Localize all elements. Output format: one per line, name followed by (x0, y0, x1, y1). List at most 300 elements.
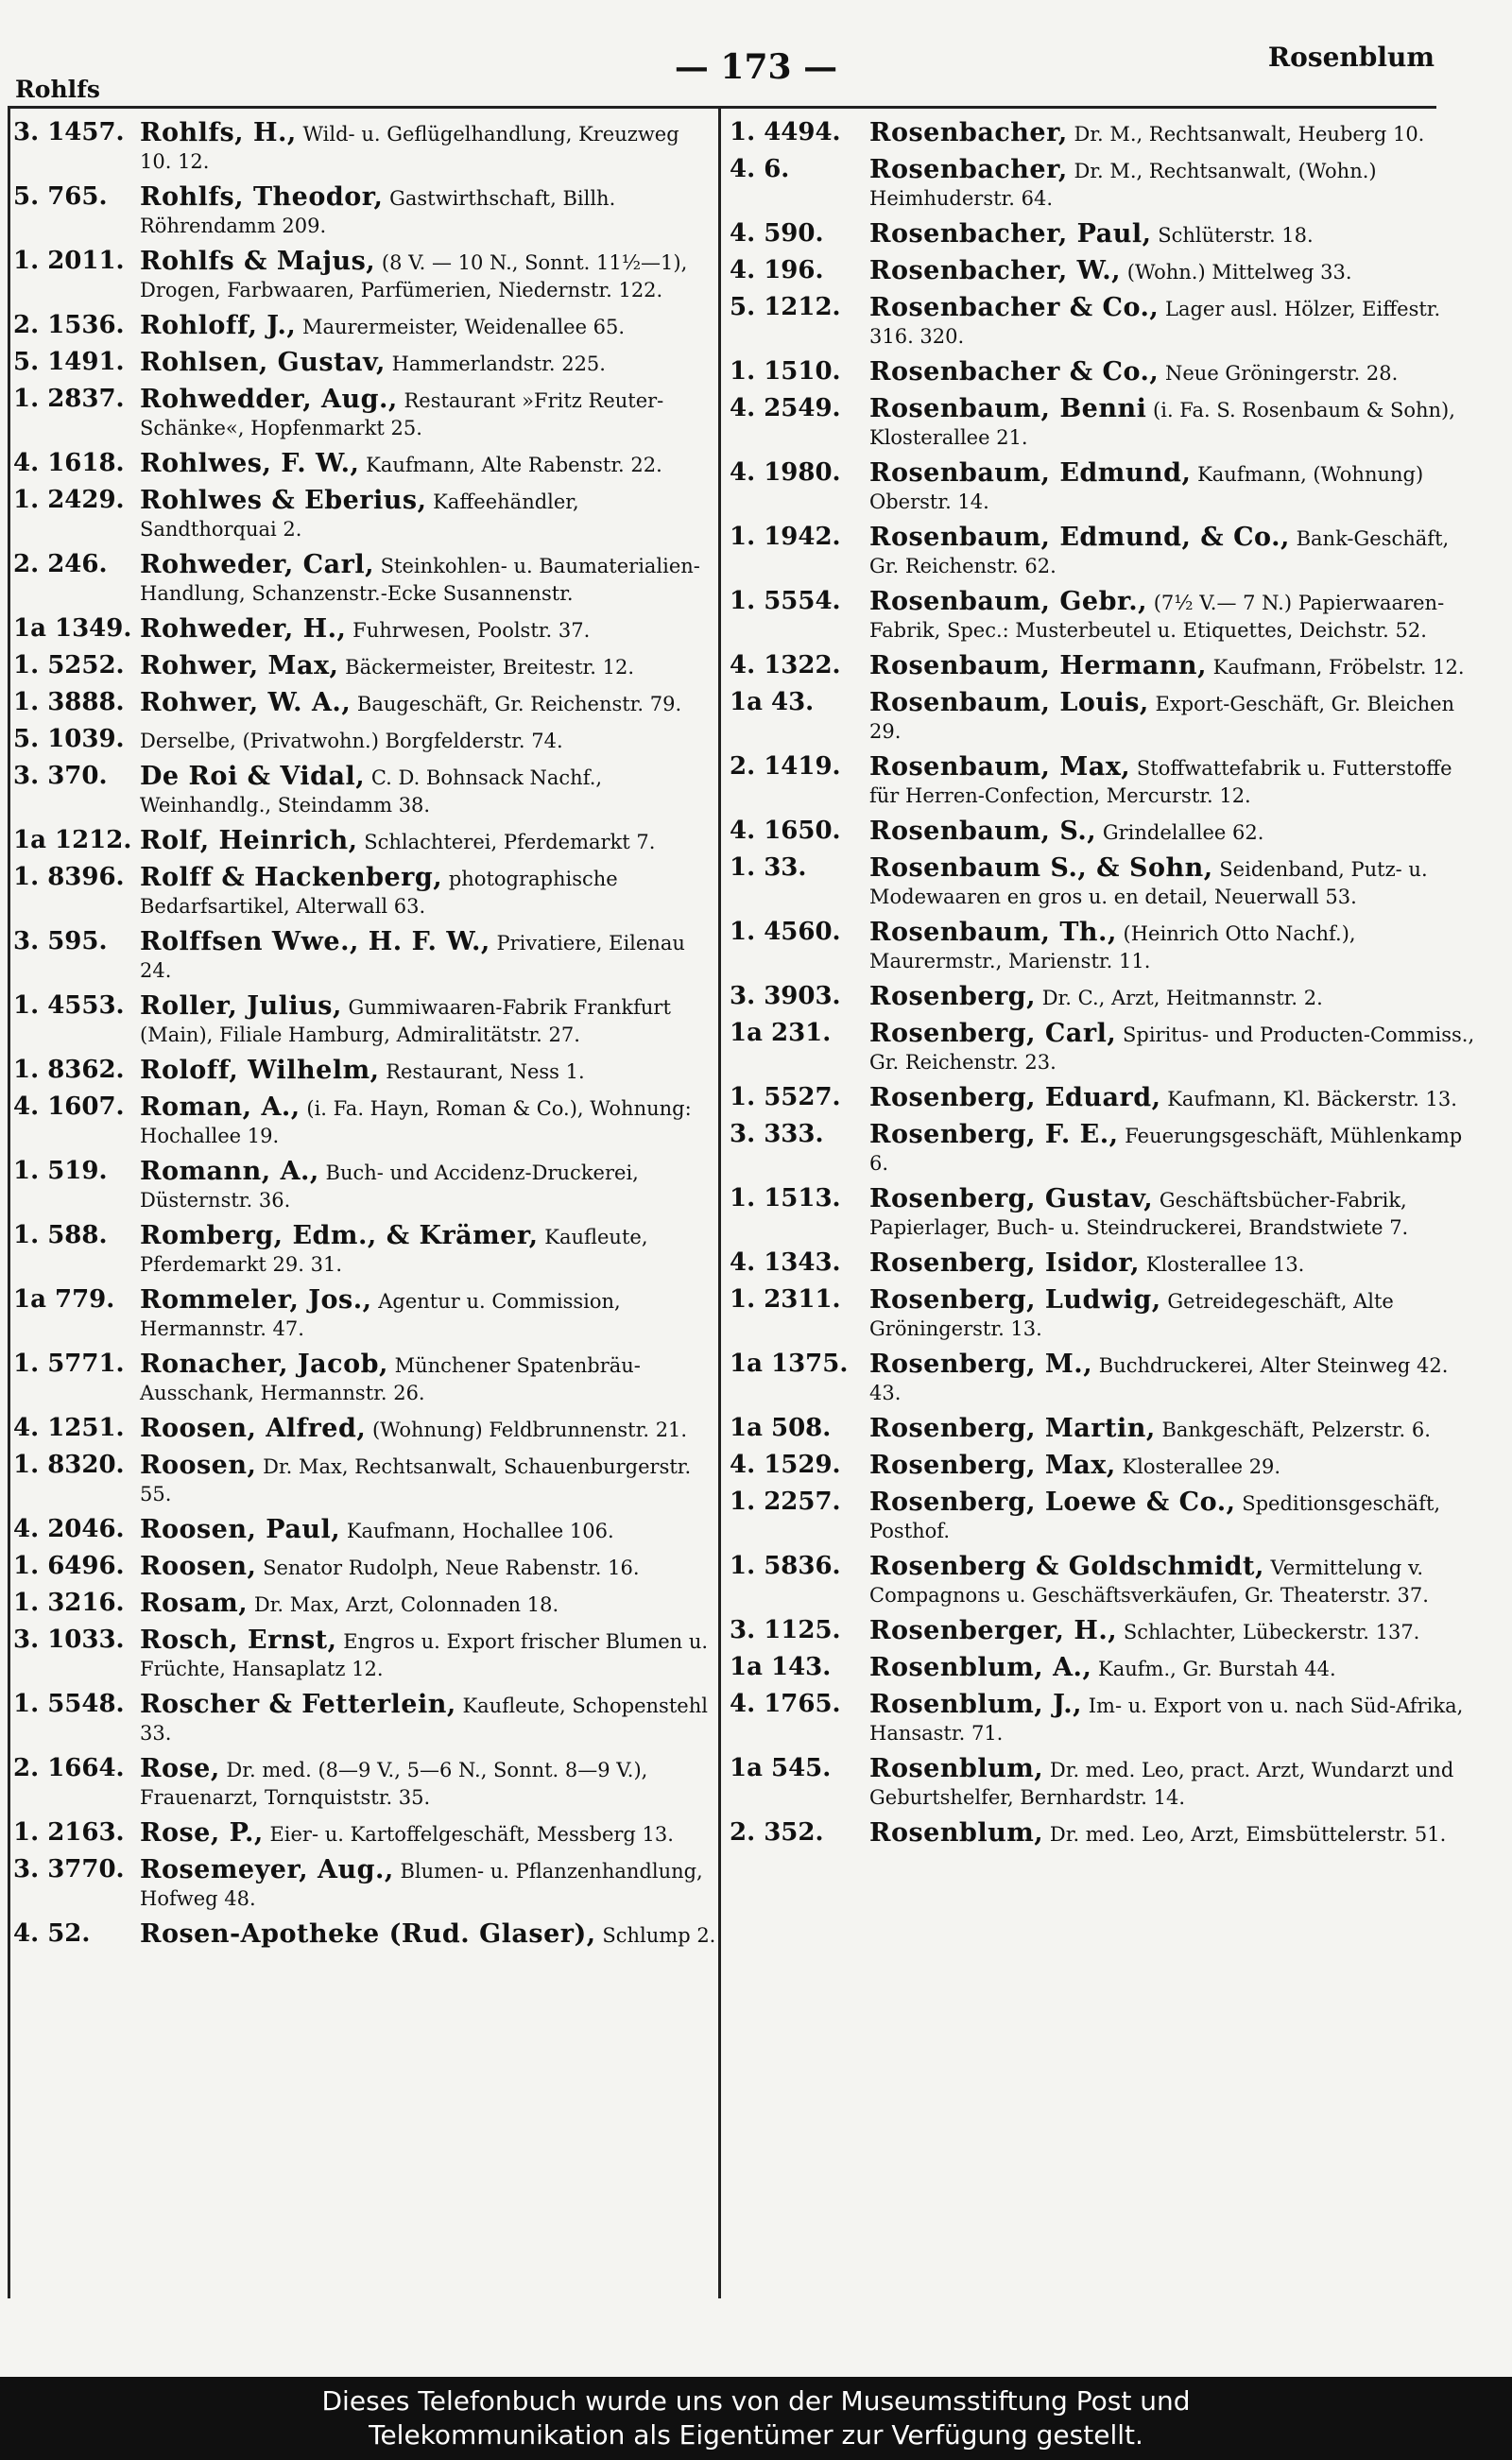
subscriber-details: Hammerlandstr. 225. (391, 353, 606, 375)
entry-text (869, 156, 1484, 213)
entry-text (869, 1452, 1484, 1481)
subscriber-name: Rosen-Apotheke (Rud. Glaser), (140, 1919, 596, 1949)
subscriber-name: Rosenberg, (869, 982, 1037, 1011)
entry-text (869, 257, 1484, 286)
entry-text (140, 1590, 716, 1619)
directory-entry (730, 1691, 1484, 1747)
subscriber-name: Roosen, (140, 1451, 257, 1480)
entry-text (869, 588, 1484, 645)
entry-text (140, 1093, 716, 1150)
directory-entry (13, 615, 716, 645)
entry-text (869, 358, 1484, 387)
subscriber-name: Rohwer, W. A., (140, 688, 352, 717)
subscriber-name: Rolffsen Wwe., H. F. W., (140, 927, 490, 956)
subscriber-name: Rosch, Ernst, (140, 1626, 337, 1655)
entry-text (140, 487, 716, 543)
entry-text (869, 294, 1484, 351)
subscriber-name: Rosenbacher & Co., (869, 293, 1160, 322)
subscriber-name: Rosenberg, Gustav, (869, 1184, 1154, 1213)
phone-number: 3. 3903. (730, 983, 841, 1010)
entry-text (140, 386, 716, 442)
subscriber-details: Kaufmann, Alte Rabenstr. 22. (366, 454, 662, 476)
subscriber-details: Steinkohlen- u. Baumaterialien-Handlung, Schanzenstr.-Ecke Susannenstr. (140, 555, 700, 605)
entry-text (869, 1654, 1484, 1683)
entry-text (140, 1755, 716, 1812)
subscriber-details: Kaffeehändler, Sandthorquai 2. (140, 490, 579, 541)
subscriber-name: Rohlsen, Gustav, (140, 348, 386, 377)
subscriber-name: Rosenbaum, Edmund, & Co., (869, 523, 1290, 552)
directory-entry (13, 551, 716, 608)
entry-text (869, 817, 1484, 847)
directory-entry (13, 312, 716, 341)
phone-number: 1. 8396. (13, 864, 125, 891)
subscriber-name: De Roi & Vidal, (140, 762, 366, 791)
entry-text (140, 1350, 716, 1407)
subscriber-name: Rosenbaum, S., (869, 817, 1097, 846)
phone-number: 3. 3770. (13, 1856, 125, 1884)
phone-number: 4. 1980. (730, 459, 841, 487)
entry-text (140, 726, 716, 755)
directory-entry (13, 248, 716, 304)
subscriber-name: Rosenblum, (869, 1818, 1044, 1848)
directory-entry (13, 1590, 716, 1619)
phone-number: 3. 1125. (730, 1617, 841, 1644)
subscriber-details: Getreidegeschäft, Alte Gröningerstr. 13. (869, 1290, 1394, 1340)
subscriber-details: Blumen- u. Pflanzenhandlung, Hofweg 48. (140, 1860, 703, 1910)
phone-number: 5. 1212. (730, 294, 841, 321)
subscriber-name: Rosenbacher & Co., (869, 357, 1160, 387)
entry-text (140, 1286, 716, 1343)
subscriber-name: Rommeler, Jos., (140, 1285, 372, 1315)
phone-number: 1. 588. (13, 1222, 108, 1249)
entry-text (140, 689, 716, 718)
directory-entry (730, 156, 1484, 213)
subscriber-name: Rosenbaum, Edmund, (869, 458, 1192, 488)
directory-entry (730, 1755, 1484, 1812)
subscriber-details: Agentur u. Commission, Hermannstr. 47. (140, 1290, 621, 1340)
subscriber-details: (i. Fa. Hayn, Roman & Co.), Wohnung: Hochallee 19. (140, 1097, 692, 1147)
phone-number: 1. 2011. (13, 248, 125, 275)
header-left-keyword: Rohlfs (15, 76, 100, 103)
entry-text (869, 1617, 1484, 1646)
entry-text (140, 1920, 716, 1950)
subscriber-name: Rosenberg & Goldschmidt, (869, 1552, 1264, 1581)
phone-number: 4. 1343. (730, 1249, 841, 1277)
subscriber-name: Rosenberg, Ludwig, (869, 1285, 1161, 1315)
phone-number: 5. 1491. (13, 349, 125, 376)
phone-number: 1. 3216. (13, 1590, 125, 1617)
entry-text (140, 1452, 716, 1508)
directory-entry (730, 1488, 1484, 1545)
directory-entry (730, 294, 1484, 351)
footer-credit (0, 2377, 1512, 2460)
entry-text (869, 1286, 1484, 1343)
phone-number: 3. 1033. (13, 1626, 125, 1654)
subscriber-name: Rohweder, Carl, (140, 550, 374, 579)
subscriber-name: Romberg, Edm., & Krämer, (140, 1221, 539, 1250)
directory-entry (13, 349, 716, 378)
subscriber-details: Kaufm., Gr. Burstah 44. (1098, 1658, 1336, 1680)
phone-number: 1a 1375. (730, 1350, 849, 1378)
directory-entry (13, 1158, 716, 1214)
phone-number: 3. 1457. (13, 119, 125, 146)
subscriber-name: Rosenberg, Martin, (869, 1414, 1156, 1443)
subscriber-details: Vermittelung v. Compagnons u. Geschäftsverkäufen, Gr. Theaterstr. 37. (869, 1557, 1429, 1607)
phone-number: 1a 1212. (13, 827, 132, 854)
phone-number: 1. 5554. (730, 588, 841, 615)
subscriber-details: Kaufleute, Schopenstehl 33. (140, 1694, 708, 1745)
phone-number: 3. 333. (730, 1121, 824, 1148)
directory-entry (730, 524, 1484, 580)
directory-entry (13, 763, 716, 819)
phone-number: 1. 4494. (730, 119, 841, 146)
entry-text (869, 1121, 1484, 1178)
entry-text (140, 349, 716, 378)
subscriber-details: Bank-Geschäft, Gr. Reichenstr. 62. (869, 527, 1450, 577)
phone-number: 1. 8320. (13, 1452, 125, 1479)
subscriber-details: Bankgeschäft, Pelzerstr. 6. (1161, 1419, 1431, 1441)
phone-number: 1a 779. (13, 1286, 115, 1314)
directory-entry (730, 1249, 1484, 1279)
phone-number: 4. 1322. (730, 652, 841, 680)
entry-text (140, 1626, 716, 1683)
subscriber-name: Rose, P., (140, 1818, 264, 1848)
entry-text (140, 119, 716, 176)
subscriber-name: Rohwedder, Aug., (140, 385, 398, 414)
phone-number: 5. 1039. (13, 726, 125, 753)
directory-entry (13, 827, 716, 856)
subscriber-details: Kaufleute, Pferdemarkt 29. 31. (140, 1226, 648, 1276)
phone-number: 4. 2046. (13, 1516, 125, 1543)
entry-text (869, 1020, 1484, 1076)
directory-entry (730, 1020, 1484, 1076)
directory-entry (13, 864, 716, 920)
directory-entry (13, 487, 716, 543)
subscriber-details: Stoffwattefabrik u. Futterstoffe für Herren-Confection, Mercurstr. 12. (869, 757, 1452, 807)
subscriber-details: (8 V. — 10 N., Sonnt. 11½—1), Drogen, Farbwaaren, Parfümerien, Niedernstr. 122. (140, 251, 688, 301)
subscriber-details: Speditionsgeschäft, Posthof. (869, 1492, 1441, 1542)
phone-number: 1a 231. (730, 1020, 832, 1047)
directory-entry (730, 1617, 1484, 1646)
entry-text (140, 1516, 716, 1545)
directory-entry (730, 1084, 1484, 1113)
directory-entry (730, 257, 1484, 286)
subscriber-name: Rosenbaum, Gebr., (869, 587, 1147, 616)
subscriber-details: Dr. C., Arzt, Heitmannstr. 2. (1041, 987, 1323, 1009)
subscriber-name: Roman, A., (140, 1092, 301, 1122)
phone-number: 1a 545. (730, 1755, 832, 1782)
subscriber-details: Kaufmann, Kl. Bäckerstr. 13. (1167, 1088, 1457, 1110)
subscriber-details: Engros u. Export frischer Blumen u. Früchte, Hansaplatz 12. (140, 1630, 709, 1680)
directory-entry (730, 1350, 1484, 1407)
subscriber-details: Export-Geschäft, Gr. Bleichen 29. (869, 693, 1455, 743)
entry-text (140, 763, 716, 819)
subscriber-name: Rohlwes, F. W., (140, 449, 360, 478)
subscriber-details: Schlump 2. (602, 1924, 716, 1947)
subscriber-details: Dr. med. (8—9 V., 5—6 N., Sonnt. 8—9 V.), Frauenarzt, Tornquiststr. 35. (140, 1759, 648, 1809)
subscriber-name: Roosen, Alfred, (140, 1414, 367, 1443)
subscriber-details: Münchener Spatenbräu-Ausschank, Hermannstr. 26. (140, 1354, 641, 1404)
subscriber-details: Privatiere, Eilenau 24. (140, 932, 685, 982)
entry-text (140, 248, 716, 304)
directory-entry (730, 1185, 1484, 1242)
subscriber-details: Senator Rudolph, Neue Rabenstr. 16. (263, 1557, 640, 1579)
entry-text (140, 652, 716, 681)
entry-text (140, 1158, 716, 1214)
subscriber-details: Dr. Max, Rechtsanwalt, Schauenburgerstr. 55. (140, 1455, 692, 1505)
directory-entry (13, 450, 716, 479)
phone-number: 1. 3888. (13, 689, 125, 716)
subscriber-name: Rolf, Heinrich, (140, 826, 358, 855)
entry-text (869, 753, 1484, 810)
subscriber-name: Rosenberger, H., (869, 1616, 1118, 1645)
subscriber-details: Kaufmann, Hochallee 106. (346, 1520, 614, 1542)
directory-entry (730, 588, 1484, 645)
entry-text (869, 1553, 1484, 1609)
directory-entry (13, 1819, 716, 1849)
directory-entry (13, 386, 716, 442)
subscriber-name: Rosenblum, A., (869, 1653, 1092, 1682)
phone-number: 1. 2429. (13, 487, 125, 514)
directory-entry (730, 652, 1484, 681)
directory-entry (13, 652, 716, 681)
entry-text (869, 1755, 1484, 1812)
subscriber-details: Eier- u. Kartoffelgeschäft, Messberg 13. (269, 1823, 674, 1846)
subscriber-name: Rohlfs, Theodor, (140, 182, 384, 212)
column-divider (718, 106, 721, 2298)
phone-number: 2. 246. (13, 551, 108, 578)
subscriber-details: (7½ V.— 7 N.) Papierwaaren-Fabrik, Spec.: Musterbeutel u. Etiquettes, Deichstr. 52. (869, 592, 1445, 642)
subscriber-details: Schlachterei, Pferdemarkt 7. (364, 831, 656, 853)
entry-text (869, 1488, 1484, 1545)
entry-text (140, 1856, 716, 1913)
subscriber-details: Restaurant, Ness 1. (386, 1060, 585, 1083)
entry-text (140, 183, 716, 240)
directory-entry (730, 1286, 1484, 1343)
phone-number: 4. 1765. (730, 1691, 841, 1718)
directory-entry (730, 983, 1484, 1012)
phone-number: 4. 1529. (730, 1452, 841, 1479)
subscriber-details: (i. Fa. S. Rosenbaum & Sohn), Klosterallee 21. (869, 399, 1455, 449)
directory-entry (13, 1856, 716, 1913)
subscriber-details: Klosterallee 13. (1145, 1253, 1305, 1276)
phone-number: 1. 5548. (13, 1691, 125, 1718)
header-right-keyword: Rosenblum (1267, 42, 1435, 73)
subscriber-details: Dr. med. Leo, pract. Arzt, Wundarzt und Geburtshelfer, Bernhardstr. 14. (869, 1759, 1454, 1809)
subscriber-details: Schlüterstr. 18. (1158, 224, 1314, 247)
phone-number: 1a 43. (730, 689, 815, 716)
phone-number: 4. 590. (730, 220, 824, 248)
directory-entry (730, 1819, 1484, 1849)
footer-line-1: Dieses Telefonbuch wurde uns von der Museumsstiftung Post und (321, 2385, 1191, 2417)
subscriber-name: Rohweder, H., (140, 614, 347, 644)
subscriber-details: (Wohnung) Feldbrunnenstr. 21. (371, 1419, 688, 1441)
directory-entry (13, 726, 716, 755)
entry-text (140, 1415, 716, 1444)
phone-number: 4. 1618. (13, 450, 125, 477)
phone-number: 1. 2837. (13, 386, 125, 413)
header-rule (9, 106, 1436, 109)
entry-text (869, 220, 1484, 249)
subscriber-name: Rosenberg, Carl, (869, 1019, 1117, 1048)
entry-text (869, 1691, 1484, 1747)
subscriber-name: Roloff, Wilhelm, (140, 1056, 380, 1085)
directory-entry (13, 928, 716, 985)
subscriber-details: Dr. M., Rechtsanwalt, (Wohn.) Heimhuderstr. 64. (869, 160, 1377, 210)
directory-entry (730, 1553, 1484, 1609)
subscriber-name: Rosenblum, (869, 1754, 1044, 1783)
subscriber-name: Roscher & Fetterlein, (140, 1690, 456, 1719)
subscriber-details: photographische Bedarfsartikel, Alterwall 63. (140, 868, 618, 918)
subscriber-details: Kaufmann, Fröbelstr. 12. (1212, 656, 1465, 679)
phone-number: 1. 5836. (730, 1553, 841, 1580)
directory-entry (730, 753, 1484, 810)
entry-text (140, 1819, 716, 1849)
phone-number: 2. 1419. (730, 753, 841, 781)
phone-number: 3. 370. (13, 763, 108, 790)
entry-text (140, 312, 716, 341)
directory-entry (730, 919, 1484, 975)
subscriber-details: Derselbe, (Privatwohn.) Borgfelderstr. 74. (140, 730, 563, 752)
directory-entry (730, 358, 1484, 387)
entry-text (869, 1185, 1484, 1242)
directory-entry (730, 459, 1484, 516)
subscriber-details: Kaufmann, (Wohnung) Oberstr. 14. (869, 463, 1424, 513)
entry-text (140, 928, 716, 985)
subscriber-details: Buchdruckerei, Alter Steinweg 42. 43. (869, 1354, 1449, 1404)
directory-entry (13, 1350, 716, 1407)
subscriber-details: Baugeschäft, Gr. Reichenstr. 79. (356, 693, 682, 715)
phone-number: 1. 5527. (730, 1084, 841, 1111)
phone-number: 4. 1251. (13, 1415, 125, 1442)
directory-entry (13, 1057, 716, 1086)
subscriber-details: Buch- und Accidenz-Druckerei, Düsternstr. 36. (140, 1161, 639, 1212)
entry-text (869, 119, 1484, 148)
phone-number: 1. 6496. (13, 1553, 125, 1580)
phone-number: 4. 196. (730, 257, 824, 284)
phone-number: 1. 5771. (13, 1350, 125, 1378)
subscriber-name: Rosenbaum, Hermann, (869, 651, 1207, 680)
phone-number: 4. 52. (13, 1920, 91, 1948)
subscriber-name: Rolff & Hackenberg, (140, 863, 443, 892)
directory-entry (13, 992, 716, 1049)
directory-entry (13, 1691, 716, 1747)
subscriber-name: Rosenbaum, Louis, (869, 688, 1149, 717)
phone-number: 1. 5252. (13, 652, 125, 680)
subscriber-details: Seidenband, Putz- u. Modewaaren en gros u. en detail, Neuerwall 53. (869, 858, 1428, 908)
subscriber-name: Rosam, (140, 1589, 249, 1618)
entry-text (869, 854, 1484, 911)
subscriber-name: Rohlfs, H., (140, 118, 297, 147)
subscriber-name: Rosenbaum, Max, (869, 752, 1131, 782)
subscriber-details: Grindelallee 62. (1102, 821, 1264, 844)
subscriber-name: Romann, A., (140, 1157, 319, 1186)
subscriber-details: Dr. Max, Arzt, Colonnaden 18. (253, 1593, 559, 1616)
subscriber-details: C. D. Bohnsack Nachf., Weinhandlg., Steindamm 38. (140, 766, 603, 817)
entry-text (140, 551, 716, 608)
phone-number: 3. 595. (13, 928, 108, 955)
subscriber-details: Spiritus- und Producten-Commiss., Gr. Reichenstr. 23. (869, 1024, 1475, 1074)
directory-entry (730, 220, 1484, 249)
phone-number: 1. 8362. (13, 1057, 125, 1084)
subscriber-details: Schlachter, Lübeckerstr. 137. (1123, 1621, 1420, 1643)
subscriber-name: Rosenbaum S., & Sohn, (869, 853, 1213, 883)
subscriber-name: Rohlfs & Majus, (140, 247, 376, 276)
subscriber-details: Feuerungsgeschäft, Mühlenkamp 6. (869, 1125, 1463, 1175)
directory-entry (730, 689, 1484, 746)
entry-text (869, 919, 1484, 975)
subscriber-details: Geschäftsbücher-Fabrik, Papierlager, Buch- u. Steindruckerei, Brandstwiete 7. (869, 1189, 1409, 1239)
subscriber-name: Rosenbacher, (869, 118, 1068, 147)
phone-number: 1. 1942. (730, 524, 841, 551)
subscriber-details: Maurermeister, Weidenallee 65. (301, 316, 626, 338)
subscriber-name: Rosenberg, Loewe & Co., (869, 1488, 1236, 1517)
entry-text (140, 450, 716, 479)
subscriber-name: Rosenberg, Max, (869, 1451, 1116, 1480)
phone-number: 1. 4553. (13, 992, 125, 1020)
entry-text (140, 615, 716, 645)
directory-entry (13, 1286, 716, 1343)
directory-entry (730, 1452, 1484, 1481)
subscriber-name: Rohloff, J., (140, 311, 297, 340)
footer-line-2: Telekommunikation als Eigentümer zur Verfügung gestellt. (369, 2419, 1143, 2451)
subscriber-name: Rosenbaum, Th., (869, 918, 1117, 947)
entry-text (869, 652, 1484, 681)
subscriber-name: Rosenberg, Isidor, (869, 1248, 1141, 1278)
subscriber-details: Lager ausl. Hölzer, Eiffestr. 316. 320. (869, 298, 1441, 348)
subscriber-name: Rosenbacher, W., (869, 256, 1122, 285)
phone-number: 1. 4560. (730, 919, 841, 946)
directory-entry (13, 1452, 716, 1508)
phone-number: 4. 1607. (13, 1093, 125, 1121)
subscriber-name: Rosenberg, Eduard, (869, 1083, 1161, 1112)
subscriber-details: Restaurant »Fritz Reuter-Schänke«, Hopfenmarkt 25. (140, 389, 664, 439)
subscriber-details: Dr. med. Leo, Arzt, Eimsbüttelerstr. 51. (1049, 1823, 1447, 1846)
subscriber-details: Gastwirthschaft, Billh. Röhrendamm 209. (140, 187, 616, 237)
directory-entry (13, 1920, 716, 1950)
left-column (13, 119, 716, 2302)
entry-text (140, 1553, 716, 1582)
directory-entry (13, 1553, 716, 1582)
phone-number: 4. 6. (730, 156, 790, 183)
directory-entry (13, 1093, 716, 1150)
subscriber-details: Neue Gröningerstr. 28. (1165, 362, 1399, 385)
directory-entry (13, 1415, 716, 1444)
subscriber-details: Klosterallee 29. (1122, 1455, 1281, 1478)
phone-number: 2. 1664. (13, 1755, 125, 1782)
directory-entry (13, 183, 716, 240)
subscriber-name: Rose, (140, 1754, 220, 1783)
entry-text (869, 524, 1484, 580)
phone-number: 2. 1536. (13, 312, 125, 339)
subscriber-name: Ronacher, Jacob, (140, 1350, 388, 1379)
phone-number: 4. 1650. (730, 817, 841, 845)
phone-number: 1a 508. (730, 1415, 832, 1442)
subscriber-details: Gummiwaaren-Fabrik Frankfurt (Main), Filiale Hamburg, Admiralitätstr. 27. (140, 996, 671, 1046)
entry-text (869, 689, 1484, 746)
right-column (730, 119, 1484, 2302)
subscriber-name: Roller, Julius, (140, 991, 342, 1021)
subscriber-name: Rosemeyer, Aug., (140, 1855, 394, 1884)
entry-text (140, 1057, 716, 1086)
directory-entry (13, 1755, 716, 1812)
subscriber-name: Roosen, Paul, (140, 1515, 341, 1544)
phone-number: 2. 352. (730, 1819, 824, 1847)
phone-number: 1a 1349. (13, 615, 132, 643)
subscriber-name: Rosenbacher, Paul, (869, 219, 1152, 249)
phone-number: 1. 519. (13, 1158, 108, 1185)
subscriber-name: Roosen, (140, 1552, 257, 1581)
